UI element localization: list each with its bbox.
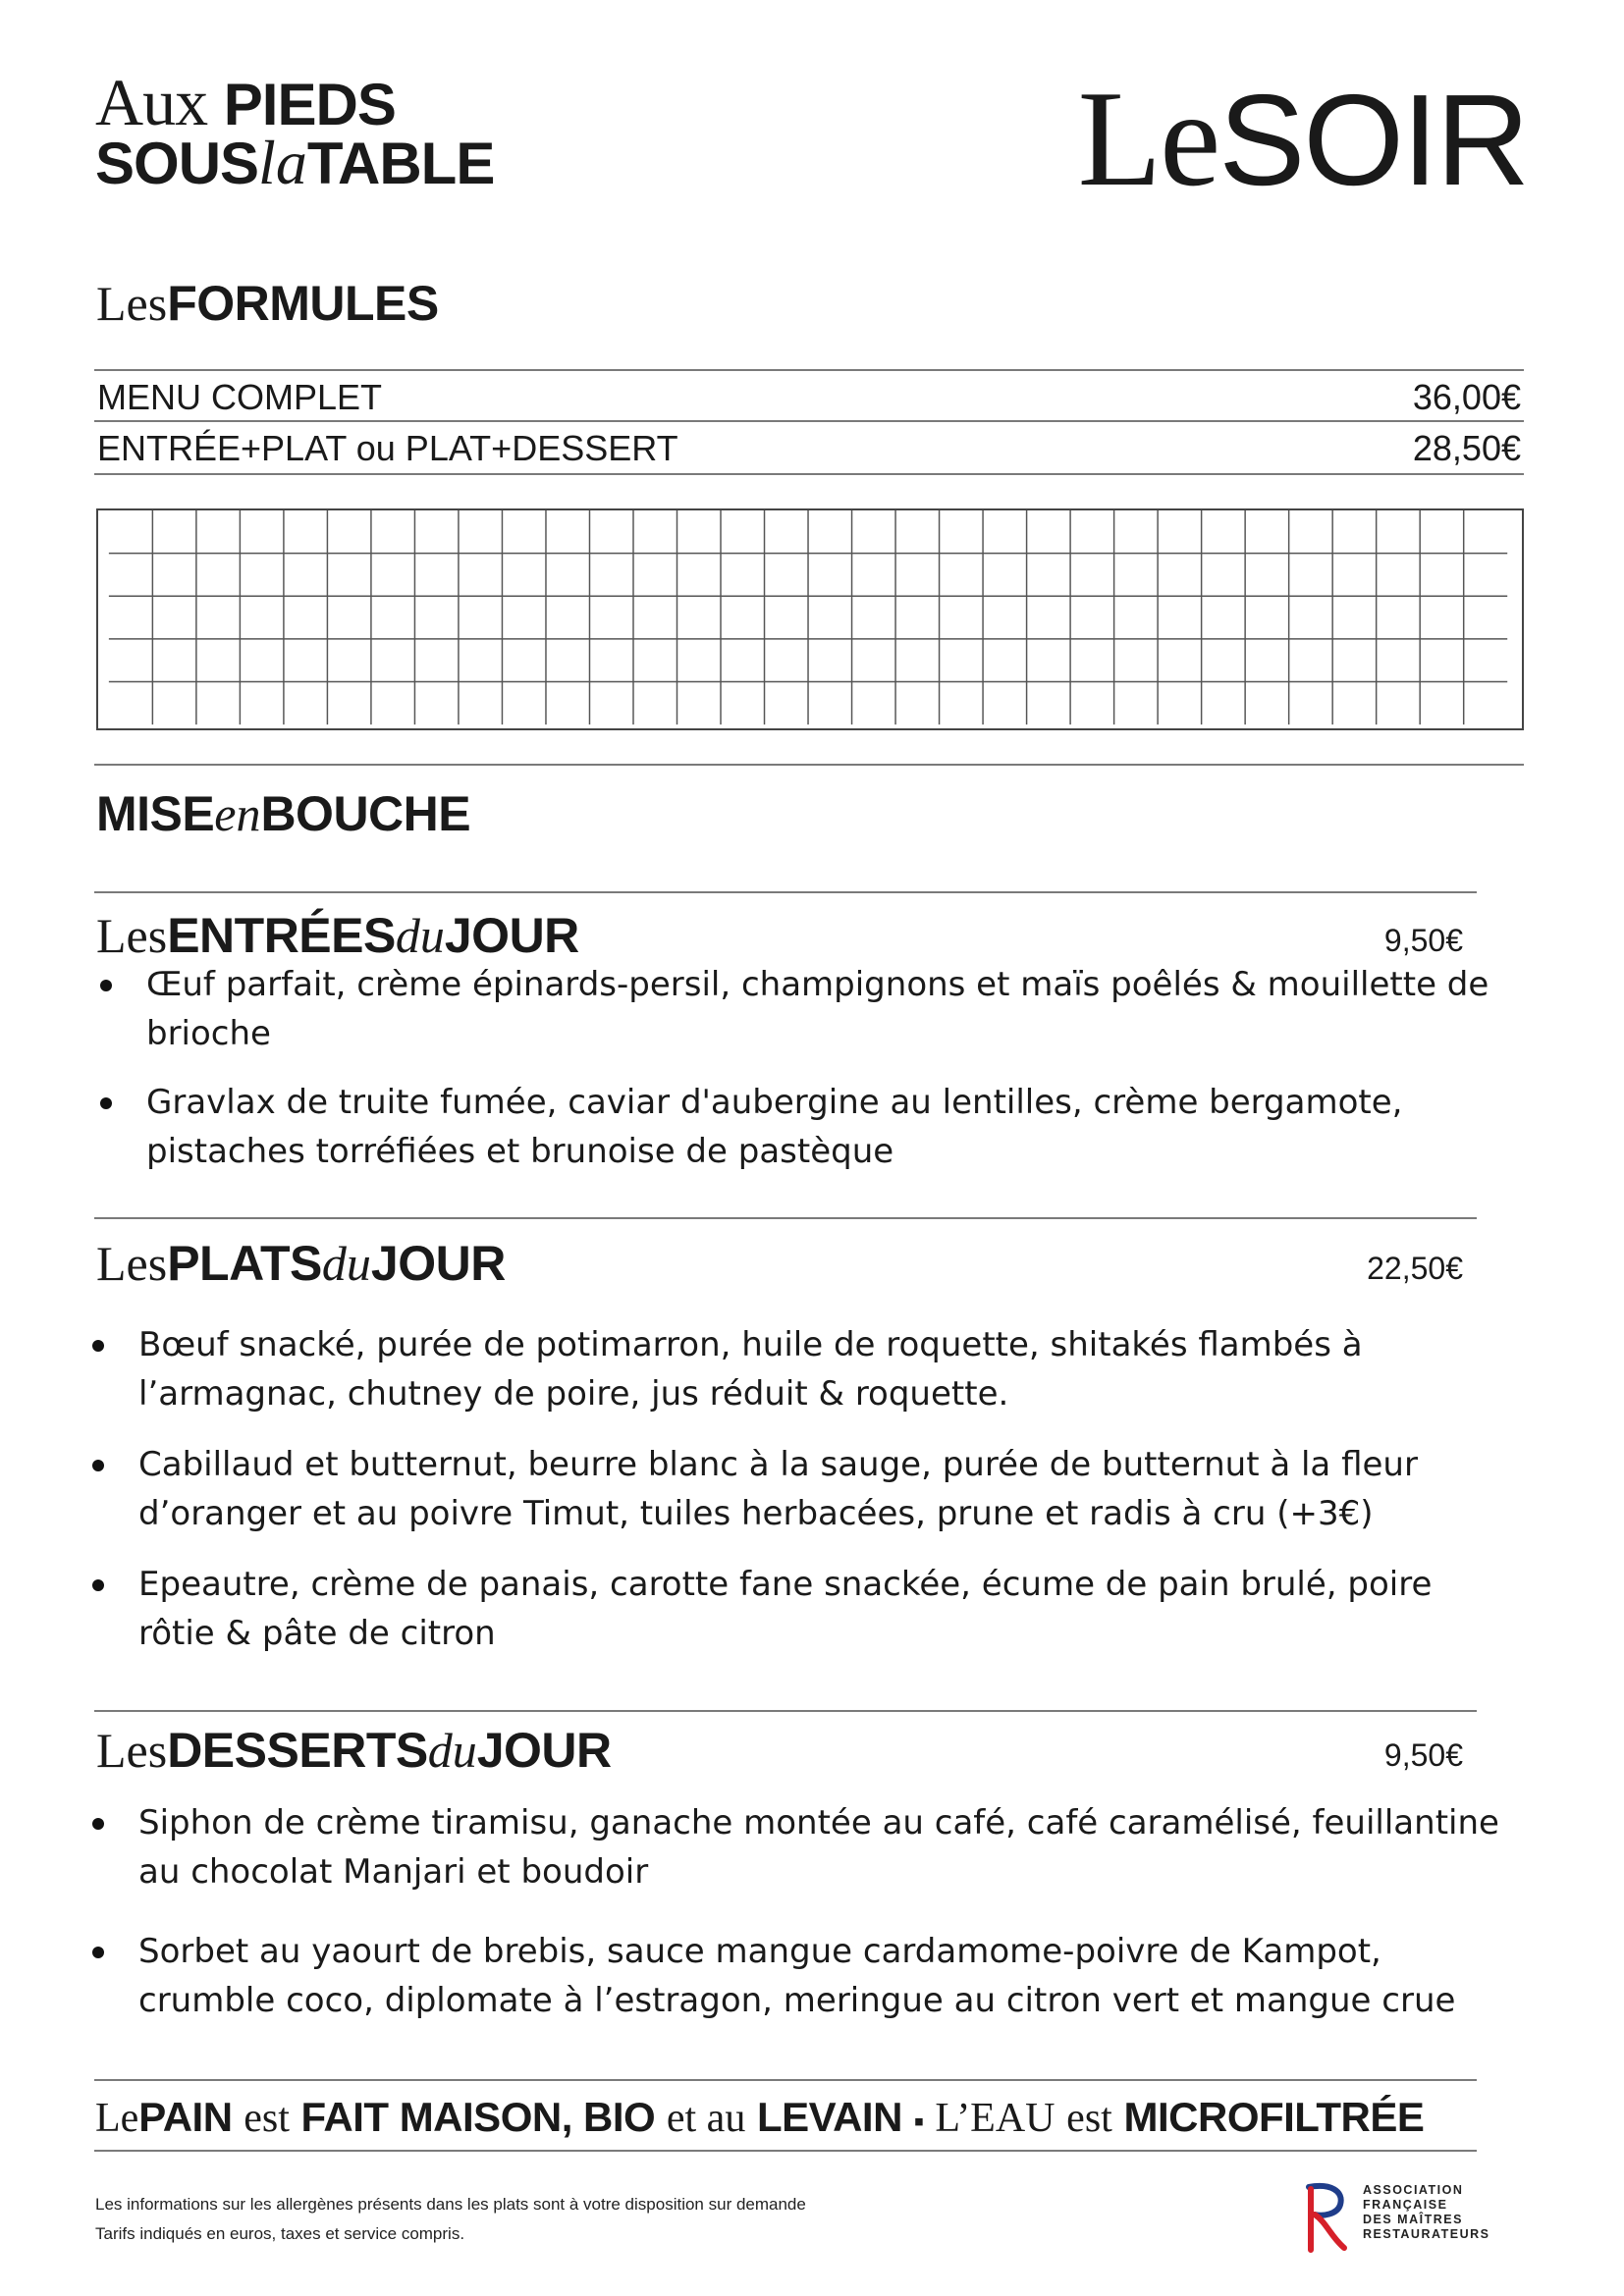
- heading-en: en: [214, 786, 261, 841]
- bullet-icon: [100, 1097, 112, 1109]
- banner-levain: LEVAIN: [757, 2094, 902, 2140]
- logo-word-la: la: [258, 128, 307, 197]
- divider: [94, 2150, 1477, 2152]
- banner-pain: PAIN: [138, 2094, 233, 2140]
- formula-label-deux: ENTRÉE+PLAT ou PLAT+DESSERT: [97, 428, 678, 468]
- divider: [94, 764, 1524, 766]
- assoc-line: DES MAÎTRES: [1363, 2213, 1463, 2226]
- assoc-line: RESTAURATEURS: [1363, 2227, 1490, 2241]
- heading-desserts: DESSERTS: [167, 1723, 428, 1778]
- assoc-line: ASSOCIATION: [1363, 2183, 1464, 2197]
- banner-est: est: [1066, 2096, 1112, 2141]
- divider: [94, 1710, 1477, 1712]
- heading-les: Les: [96, 908, 168, 963]
- divider: [94, 891, 1477, 893]
- heading-entrees: ENTRÉES: [167, 908, 396, 963]
- divider: [94, 1217, 1477, 1219]
- divider: [94, 420, 1524, 422]
- banner-fait-maison: FAIT MAISON, BIO: [300, 2094, 656, 2140]
- restaurant-logo: [95, 65, 495, 197]
- dish-text: Cabillaud et butternut, beurre blanc à la sauge, purée de butternut à la fleur d’oranger et au poivre Timut, tuiles herbacées, prune et radis à cru (+3€): [138, 1445, 1418, 1533]
- dish-text: Epeautre, crème de panais, carotte fane snackée, écume de pain brulé, poire rôtie & pâte de citron: [138, 1565, 1433, 1653]
- blank-grid: [96, 508, 1524, 730]
- allergens-note: Les informations sur les allergènes présents dans les plats sont à votre disposition sur demande: [95, 2195, 806, 2214]
- entrees-price: 9,50€: [1383, 923, 1463, 958]
- bullet-icon: [100, 980, 112, 991]
- formula-price-complet: 36,00€: [1412, 377, 1521, 417]
- list-item: [138, 1440, 1503, 1538]
- banner-le: Le: [95, 2096, 139, 2141]
- heading-les: Les: [96, 1723, 168, 1778]
- divider: [94, 2079, 1477, 2081]
- formula-price-deux: 28,50€: [1412, 428, 1521, 468]
- menu-title-le-soir: [1077, 63, 1528, 215]
- plats-price: 22,50€: [1367, 1251, 1463, 1286]
- banner-leau: L’EAU: [935, 2096, 1056, 2141]
- formules-heading: [96, 276, 439, 331]
- dish-text: Siphon de crème tiramisu, ganache montée au café, café caramélisé, feuillantine au chocolat Manjari et boudoir: [138, 1803, 1499, 1892]
- title-soir: SOIR: [1218, 68, 1528, 212]
- logo-word-table: TABLE: [306, 131, 495, 196]
- heading-bouche: BOUCHE: [260, 786, 471, 841]
- bullet-icon: [92, 1460, 104, 1471]
- logo-word-pieds: PIEDS: [223, 72, 396, 137]
- bullet-icon: [92, 1947, 104, 1958]
- list-item: [138, 1320, 1503, 1418]
- list-item: [138, 1927, 1503, 2025]
- heading-les: Les: [96, 1236, 168, 1291]
- heading-du: du: [321, 1236, 371, 1291]
- banner-et-au: et au: [666, 2096, 746, 2141]
- maitres-restaurateurs-logo-icon: [1301, 2181, 1352, 2254]
- assoc-line: FRANÇAISE: [1363, 2198, 1448, 2212]
- list-item: [146, 1078, 1501, 1176]
- dish-text: Bœuf snacké, purée de potimarron, huile de roquette, shitakés flambés à l’armagnac, chutney de poire, jus réduit & roquette.: [138, 1325, 1363, 1414]
- heading-du: du: [427, 1723, 477, 1778]
- entrees-heading: [96, 908, 579, 963]
- plats-list: [138, 1320, 1503, 1658]
- dish-text: Gravlax de truite fumée, caviar d'aubergine au lentilles, crème bergamote, pistaches torréfiées et brunoise de pastèque: [146, 1083, 1403, 1171]
- banner-separator: ▪: [913, 2106, 924, 2138]
- list-item: [138, 1560, 1503, 1658]
- entrees-list: [146, 960, 1501, 1176]
- heading-jour: JOUR: [444, 908, 579, 963]
- logo-word-sous: SOUS: [95, 131, 259, 196]
- dish-text: Sorbet au yaourt de brebis, sauce mangue cardamome-poivre de Kampot, crumble coco, diplomate à l’estragon, meringue au citron vert et mangue crue: [138, 1932, 1456, 2020]
- heading-plats: PLATS: [167, 1236, 322, 1291]
- dish-text: Œuf parfait, crème épinards-persil, champignons et maïs poêlés & mouillette de brioche: [146, 965, 1489, 1053]
- bullet-icon: [92, 1818, 104, 1830]
- divider: [94, 473, 1524, 475]
- banner-microfiltree: MICROFILTRÉE: [1123, 2094, 1425, 2140]
- list-item: [146, 960, 1501, 1058]
- mise-en-bouche-heading: [96, 786, 471, 841]
- title-le: Le: [1077, 63, 1219, 215]
- tarifs-note: Tarifs indiqués en euros, taxes et service compris.: [95, 2224, 465, 2243]
- desserts-list: [138, 1798, 1503, 2025]
- association-name: [1363, 2183, 1489, 2242]
- heading-du: du: [395, 908, 445, 963]
- desserts-price: 9,50€: [1383, 1737, 1463, 1773]
- banner-est: est: [244, 2096, 290, 2141]
- heading-mise: MISE: [96, 786, 215, 841]
- bullet-icon: [92, 1340, 104, 1352]
- heading-jour: JOUR: [370, 1236, 506, 1291]
- divider: [94, 369, 1524, 371]
- heading-formules: FORMULES: [167, 276, 439, 331]
- logo-word-aux: Aux: [95, 65, 208, 139]
- desserts-heading: [96, 1723, 612, 1778]
- formula-label-complet: MENU COMPLET: [97, 377, 383, 417]
- heading-les: Les: [96, 276, 168, 331]
- heading-jour: JOUR: [476, 1723, 612, 1778]
- bread-water-banner: [95, 2094, 1425, 2141]
- plats-heading: [96, 1236, 506, 1291]
- bullet-icon: [92, 1579, 104, 1591]
- list-item: [138, 1798, 1503, 1896]
